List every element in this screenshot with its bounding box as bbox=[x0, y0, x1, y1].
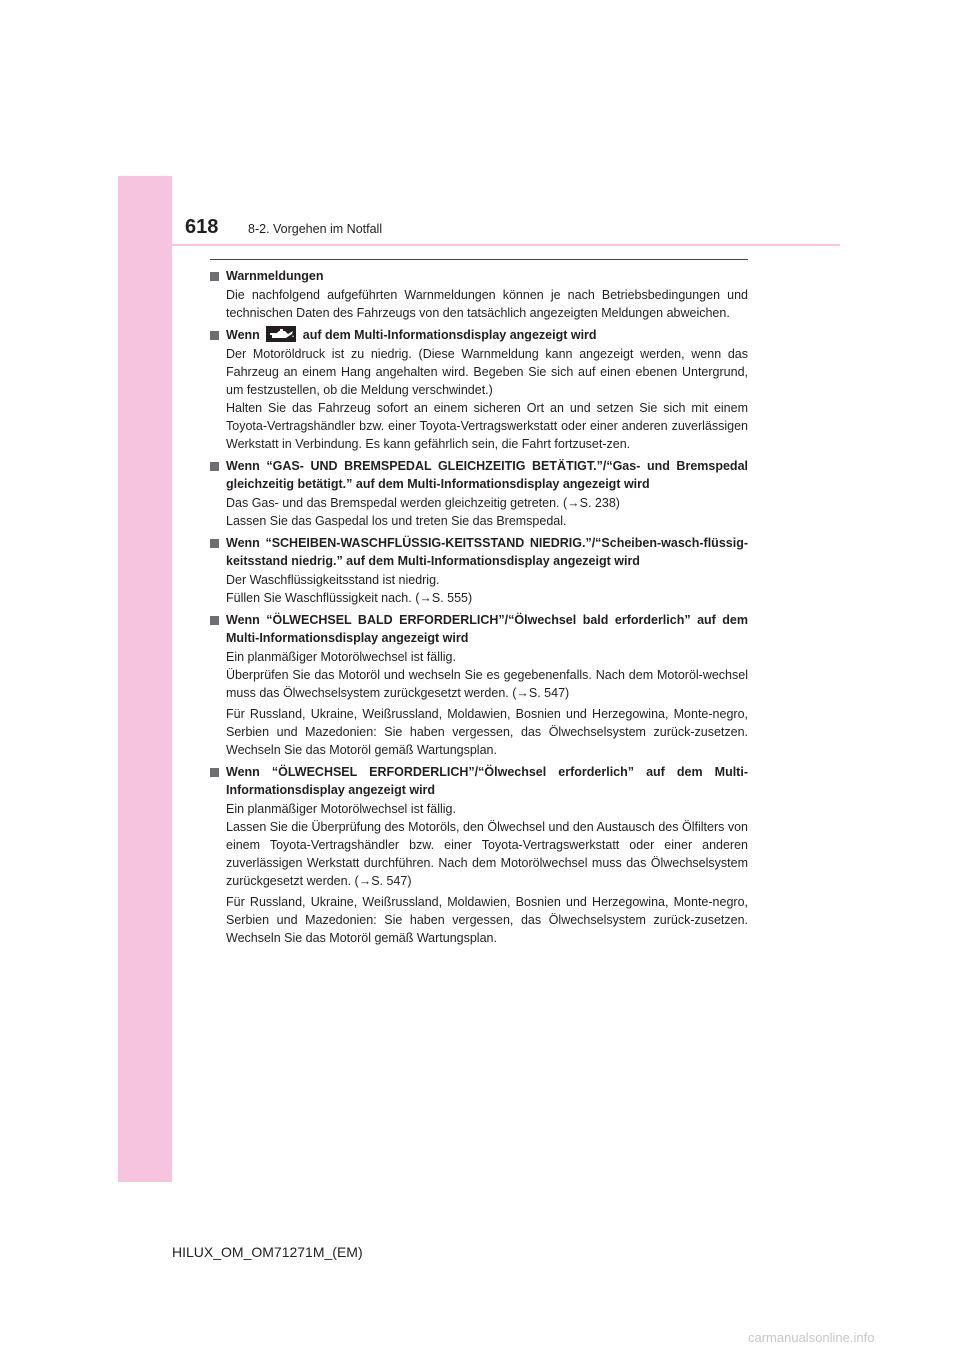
watermark: carmanualsonline.info bbox=[748, 1330, 875, 1345]
paragraph bbox=[210, 800, 748, 890]
bullet-square-icon bbox=[210, 768, 219, 777]
paragraph-line: Halten Sie das Fahrzeug sofort an einem sicheren Ort an und setzen Sie sich mit einem Toyota-Vertragshändler bzw. einer Toyota-Vertragswerkstatt oder einer anderen zuverlässigen Werkstatt in Verbindung. Es kann gefährlich sein, die Fahrt fortzuset-zen. bbox=[226, 401, 748, 451]
bullet-square-icon bbox=[210, 462, 219, 471]
bullet-square-icon bbox=[210, 331, 219, 340]
page-number: 618 bbox=[185, 216, 219, 238]
paragraph-line: Lassen Sie die Überprüfung des Motoröls, den Ölwechsel und den Austausch des Ölfilters von einem Toyota-Vertragshändler bzw. einer Toyota-Vertragswerkstatt oder einer anderen zuverlässigen Werkstatt durchführen. Nach dem Motorölwechsel muss das Ölwechselsystem zurückgesetzt werden. (→S. 547) bbox=[226, 820, 748, 888]
paragraph-line: Ein planmäßiger Motorölwechsel ist fällig. bbox=[226, 650, 456, 664]
item-heading: Wenn auf dem Multi-Informationsdisplay angezeigt wird bbox=[210, 326, 748, 344]
item-oil-change-required bbox=[210, 763, 748, 947]
bullet-square-icon bbox=[210, 616, 219, 625]
paragraph-line: Der Motoröldruck ist zu niedrig. (Diese Warnmeldung kann angezeigt werden, wenn das Fahrzeug an einem Hang angehalten wird. Begeben Sie sich auf einen ebenen Untergrund, um festzustellen, ob die Meldung verschwindet.) bbox=[226, 347, 748, 397]
oil-can-icon bbox=[266, 326, 296, 342]
paragraph bbox=[210, 345, 748, 453]
content-top-rule bbox=[210, 259, 748, 260]
content bbox=[210, 267, 748, 951]
item-pedal-warning bbox=[210, 457, 748, 530]
item-heading: Wenn “SCHEIBEN-WASCHFLÜSSIG-KEITSSTAND NIEDRIG.”/“Scheiben-wasch-flüssig-keitsstand niedrig.” auf dem Multi-Informationsdisplay angezeigt wird bbox=[210, 534, 748, 570]
item-oil-pressure bbox=[210, 326, 748, 453]
paragraph bbox=[210, 494, 748, 530]
document-code: HILUX_OM_OM71271M_(EM) bbox=[172, 1244, 363, 1260]
paragraph-line: Das Gas- und das Bremspedal werden gleichzeitig getreten. (→S. 238) bbox=[226, 496, 620, 510]
paragraph bbox=[210, 571, 748, 607]
side-band bbox=[118, 176, 172, 1182]
paragraph-line: Für Russland, Ukraine, Weißrussland, Moldawien, Bosnien und Herzegowina, Monte-negro, Serbien und Mazedonien: Sie haben vergessen, das Ölwechselsystem zurück-zusetzen. Wechseln Sie das Motoröl gemäß Wartungsplan. bbox=[226, 895, 748, 945]
item-heading: Wenn “ÖLWECHSEL ERFORDERLICH”/“Ölwechsel erforderlich” auf dem Multi-Informationsdisplay angezeigt wird bbox=[210, 763, 748, 799]
paragraph-line: Ein planmäßiger Motorölwechsel ist fällig. bbox=[226, 802, 456, 816]
item-heading: Warnmeldungen bbox=[210, 267, 748, 285]
paragraph bbox=[210, 893, 748, 947]
item-warnmeldungen bbox=[210, 267, 748, 322]
paragraph-line: Lassen Sie das Gaspedal los und treten Sie das Bremspedal. bbox=[226, 514, 567, 528]
header-rule bbox=[172, 244, 840, 246]
paragraph bbox=[210, 705, 748, 759]
item-heading: Wenn “GAS- UND BREMSPEDAL GLEICHZEITIG BETÄTIGT.”/“Gas- und Bremspedal gleichzeitig betätigt.” auf dem Multi-Informationsdisplay angezeigt wird bbox=[210, 457, 748, 493]
paragraph-line: Für Russland, Ukraine, Weißrussland, Moldawien, Bosnien und Herzegowina, Monte-negro, Serbien und Mazedonien: Sie haben vergessen, das Ölwechselsystem zurück-zusetzen. Wechseln Sie das Motoröl gemäß Wartungsplan. bbox=[226, 707, 748, 757]
item-heading: Wenn “ÖLWECHSEL BALD ERFORDERLICH”/“Ölwechsel bald erforderlich” auf dem Multi-Informationsdisplay angezeigt wird bbox=[210, 611, 748, 647]
paragraph-line: Der Waschflüssigkeitsstand ist niedrig. bbox=[226, 573, 440, 587]
section-title: 8-2. Vorgehen im Notfall bbox=[248, 222, 383, 236]
bullet-square-icon bbox=[210, 539, 219, 548]
paragraph bbox=[210, 286, 748, 322]
item-oil-change-soon bbox=[210, 611, 748, 759]
paragraph-line: Überprüfen Sie das Motoröl und wechseln Sie es gegebenenfalls. Nach dem Motoröl-wechsel muss das Ölwechselsystem zurückgesetzt werden. (→S. 547) bbox=[226, 668, 748, 700]
item-washer-fluid bbox=[210, 534, 748, 607]
paragraph-line: Die nachfolgend aufgeführten Warnmeldungen können je nach Betriebsbedingungen und technischen Daten des Fahrzeugs von den tatsächlich angezeigten Meldungen abweichen. bbox=[226, 288, 748, 320]
paragraph bbox=[210, 648, 748, 702]
bullet-square-icon bbox=[210, 272, 219, 281]
paragraph-line: Füllen Sie Waschflüssigkeit nach. (→S. 555) bbox=[226, 591, 473, 605]
